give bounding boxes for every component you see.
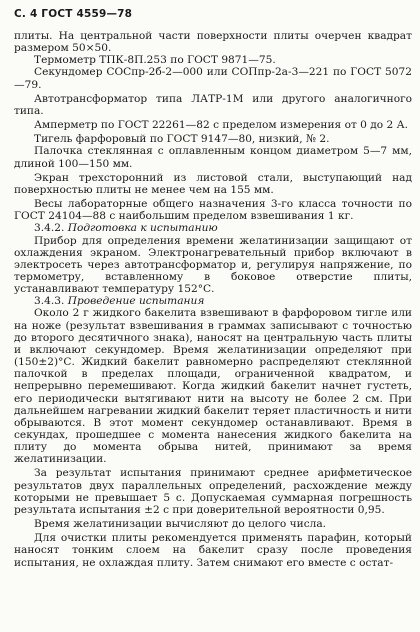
section-number: 3.4.3.: [34, 295, 65, 308]
paragraph-rounding: Время желатинизации вычисляют до целого числа.: [34, 518, 327, 531]
running-header: С. 4 ГОСТ 4559—78: [14, 8, 133, 20]
paragraph-stopwatch: Секундомер СОСпр-2б-2—000 или СОПпр-2а-3—221 по ГОСТ 5072—79.: [14, 66, 412, 91]
section-title: Проведение испытания: [67, 295, 205, 308]
paragraph-procedure: Около 2 г жидкого бакелита взвешивают в фарфоровом тигле или на ноже (результат взвешивания в граммах записывают с точностью до второго десятичного знака), наносят на центральную часть плиты и включают секундомер. Время желатинизации определяют при (150±2)°С. Жидкий бакелит равномерно распределяют стеклянной палочкой в пределах площади, ограниченной квадратом, и непрерывно перемешивают. Когда жидкий бакелит начнет густеть, его периодически вытягивают нити на высоту не более 2 см. При дальнейшем нагревании жидкий бакелит теряет пластичность и нити обрываются. В этот момент секундомер останавливают. Время в секундах, прошедшее с момента нанесения жидкого бакелита на плиту до момента обрыва нитей, принимают за время желатинизации.: [14, 307, 412, 466]
section-title: Подготовка к испытанию: [67, 222, 218, 235]
paragraph-thermometer: Термометр ТПК-8П.253 по ГОСТ 9871—75.: [34, 54, 276, 67]
section-number: 3.4.2.: [34, 222, 65, 235]
section-heading-3-4-2: [14, 222, 412, 234]
paragraph-glass-rod: Палочка стеклянная с оплавленным концом диаметром 5—7 мм, длиной 100—150 мм.: [14, 145, 412, 170]
paragraph-screen: Экран трехсторонний из листовой стали, выступающий над поверхностью плиты не менее чем на 155 мм.: [14, 171, 412, 196]
section-heading-3-4-3: [14, 295, 412, 307]
paragraph-ammeter: Амперметр по ГОСТ 22261—82 с пределом измерения от 0 до 2 А.: [34, 119, 409, 132]
paragraph-scales: Весы лабораторные общего назначения 3-го класса точности по ГОСТ 24104—88 с наибольшим пределом взвешивания 1 кг.: [14, 198, 412, 223]
paragraph-crucible: Тигель фарфоровый по ГОСТ 9147—80, низкий, № 2.: [34, 133, 330, 146]
paragraph-autotransformer: Автотрансформатор типа ЛАТР-1М или другого аналогичного типа.: [14, 92, 412, 117]
paragraph-result: За результат испытания принимают среднее арифметическое результатов двух параллельных определений, расхождение между которыми не превышает 5 с. Допускаемая суммарная погрешность результата испытания ±2 с при доверительной вероятности 0,95.: [14, 467, 412, 516]
paragraph-cleaning: Для очистки плиты рекомендуется применять парафин, который наносят тонким слоем на бакелит сразу после проведения испытания, не охлаждая плиту. Затем снимают его вместе с остат-: [14, 532, 412, 569]
paragraph-preparation: Прибор для определения времени желатинизации защищают от охлаждения экраном. Электронагревательный прибор включают в электросеть через автотрансформатор и, регулируя напряжение, по термометру, вставленному в боковое отверстие плиты, устанавливают температуру 152°С.: [14, 234, 412, 296]
document-body: [14, 30, 412, 569]
paragraph-plate-square: плиты. На центральной части поверхности плиты очерчен квадрат размером 50×50.: [14, 30, 412, 55]
